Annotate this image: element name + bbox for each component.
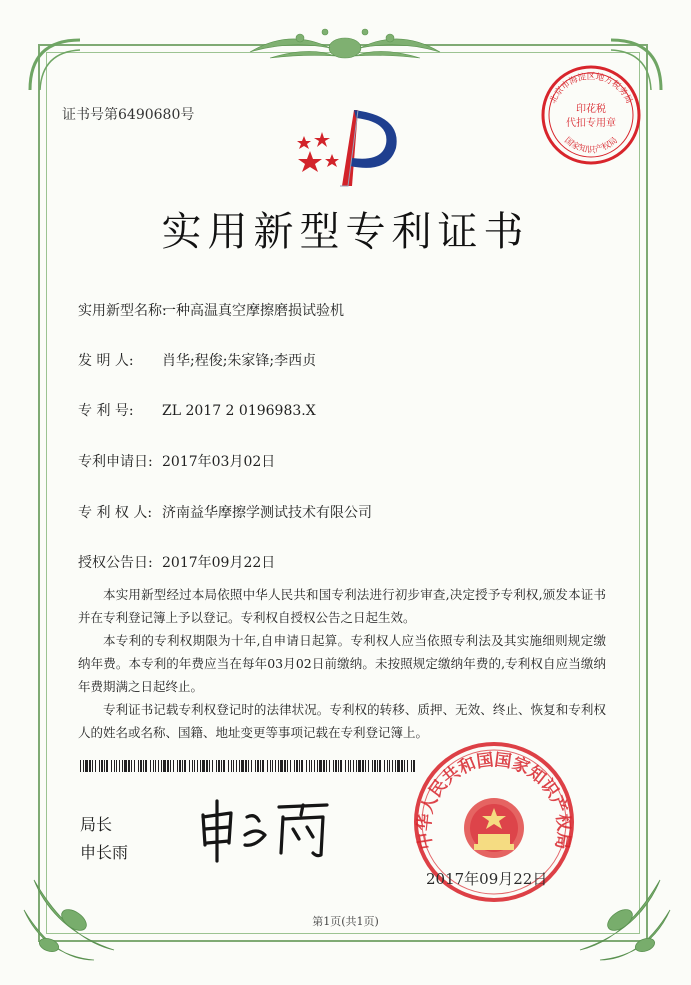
- paragraph-term: 本专利的专利权期限为十年,自申请日起算。专利权人应当依照专利法及其实施细则规定缴纳年费。本专利的年费应当在每年03月02日前缴纳。未按照规定缴纳年费的,专利权自应当缴纳年费期满之日起终止。: [78, 633, 606, 694]
- field-inventors: 发 明 人: 肖华;程俊;朱家锋;李西贞: [78, 353, 317, 369]
- svg-text:中华人民共和国国家知识产权局: 中华人民共和国国家知识产权局: [414, 750, 574, 851]
- field-patent-number: 专 利 号: ZL 2017 2 0196983.X: [78, 403, 316, 419]
- corner-ornament-top-left: [20, 30, 90, 100]
- director-signature: [195, 795, 335, 865]
- svg-text:印花税: 印花税: [576, 104, 606, 115]
- tax-seal: [538, 62, 644, 168]
- field-patentee: 专 利 权 人: 济南益华摩擦学测试技术有限公司: [78, 505, 372, 521]
- director-name: 申长雨: [80, 843, 129, 862]
- top-ornament: [230, 18, 460, 66]
- seal-date: 2017年09月22日: [426, 870, 548, 888]
- field-grant-date: 授权公告日: 2017年09月22日: [78, 555, 276, 571]
- barcode: [80, 760, 415, 772]
- field-application-date: 专利申请日: 2017年03月02日: [78, 454, 276, 470]
- certificate-title: 实用新型专利证书: [161, 209, 530, 255]
- svg-text:国家知识产权局: 国家知识产权局: [562, 135, 620, 156]
- svg-text:北京市海淀区地方税务局: 北京市海淀区地方税务局: [548, 72, 634, 106]
- patent-office-logo: [292, 96, 404, 188]
- svg-text:代扣专用章: 代扣专用章: [566, 118, 616, 129]
- certificate-number: 证书号第6490680号: [62, 107, 195, 123]
- certificate-body: [78, 583, 606, 744]
- page-number: 第1页(共1页): [312, 915, 379, 928]
- paragraph-legal-status: 专利证书记载专利权登记时的法律状况。专利权的转移、质押、无效、终止、恢复和专利权人的姓名或名称、国籍、地址变更等事项记载在专利登记簿上。: [78, 702, 606, 740]
- paragraph-grant: 本实用新型经过本局依照中华人民共和国专利法进行初步审查,决定授予专利权,颁发本证书并在专利登记簿上予以登记。专利权自授权公告之日起生效。: [78, 587, 606, 625]
- director-title: 局长: [80, 815, 113, 834]
- field-utility-model-name: 实用新型名称:一种高温真空摩擦磨损试验机: [78, 303, 344, 319]
